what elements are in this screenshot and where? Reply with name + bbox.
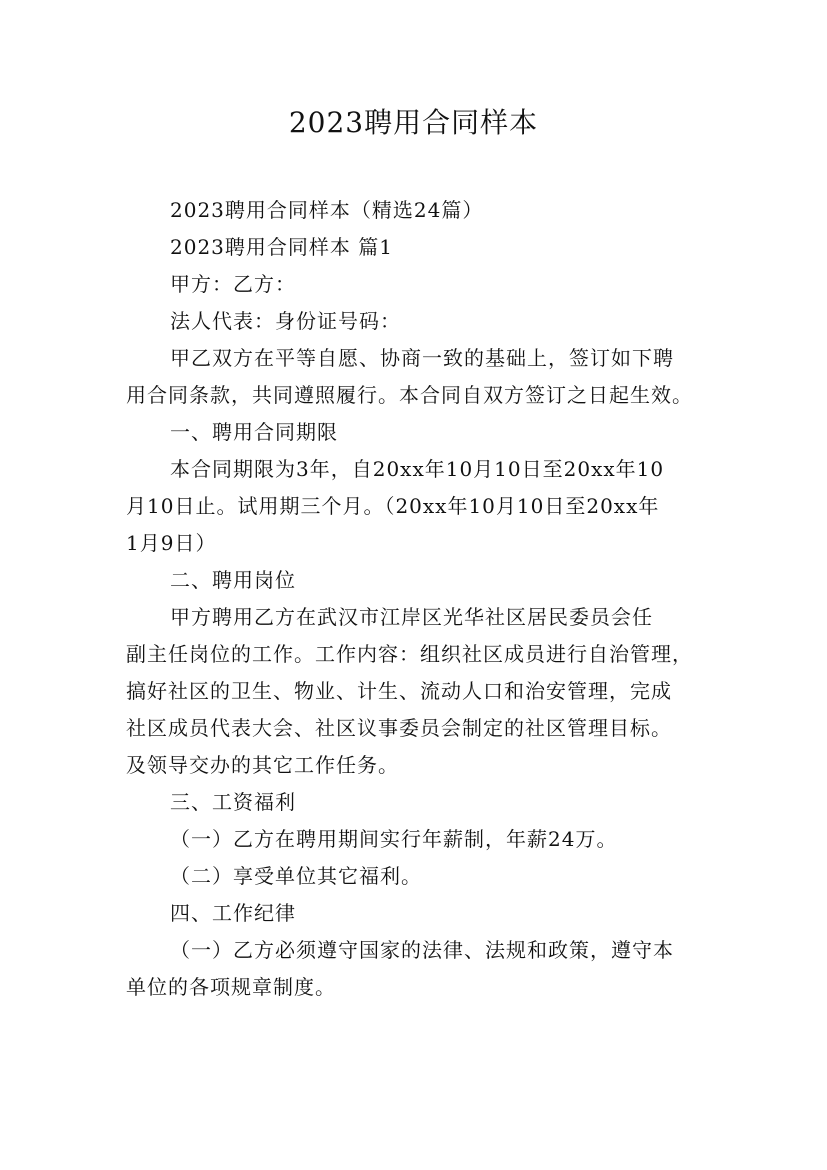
- document-line: 四、工作纪律: [170, 901, 296, 925]
- document-title: 2023聘用合同样本: [288, 106, 539, 139]
- document-line: 月10日止。试用期三个月。（20xx年10月10日至20xx年: [126, 494, 660, 518]
- document-line: （一）乙方在聘用期间实行年薪制，年薪24万。: [170, 827, 618, 851]
- document-body: [126, 192, 716, 1006]
- document-line: 2023聘用合同样本（精选24篇）: [170, 198, 484, 222]
- document-line: 社区成员代表大会、社区议事委员会制定的社区管理目标。: [126, 716, 672, 740]
- document-line: 二、聘用岗位: [170, 568, 296, 592]
- document-line: 甲乙双方在平等自愿、协商一致的基础上，签订如下聘: [170, 346, 674, 370]
- document-line: 1月9日）: [126, 531, 217, 555]
- document-line: 三、工资福利: [170, 790, 296, 814]
- document-line: 一、聘用合同期限: [170, 420, 338, 444]
- document-line: 法人代表：身份证号码：: [170, 309, 401, 333]
- document-line: 2023聘用合同样本 篇1: [170, 235, 393, 259]
- document-line: （二）享受单位其它福利。: [170, 864, 422, 888]
- document-line: 及领导交办的其它工作任务。: [126, 753, 399, 777]
- document-line: 本合同期限为3年，自20xx年10月10日至20xx年10: [170, 457, 665, 481]
- document-line: 甲方：乙方：: [170, 272, 296, 296]
- document-line: 甲方聘用乙方在武汉市江岸区光华社区居民委员会任: [170, 605, 653, 629]
- document-line: 副主任岗位的工作。工作内容：组织社区成员进行自治管理，: [126, 642, 693, 666]
- document-line: 用合同条款，共同遵照履行。本合同自双方签订之日起生效。: [126, 383, 693, 407]
- document-line: 搞好社区的卫生、物业、计生、流动人口和治安管理，完成: [126, 679, 672, 703]
- document-line: 单位的各项规章制度。: [126, 975, 336, 999]
- document-line: （一）乙方必须遵守国家的法律、法规和政策，遵守本: [170, 938, 674, 962]
